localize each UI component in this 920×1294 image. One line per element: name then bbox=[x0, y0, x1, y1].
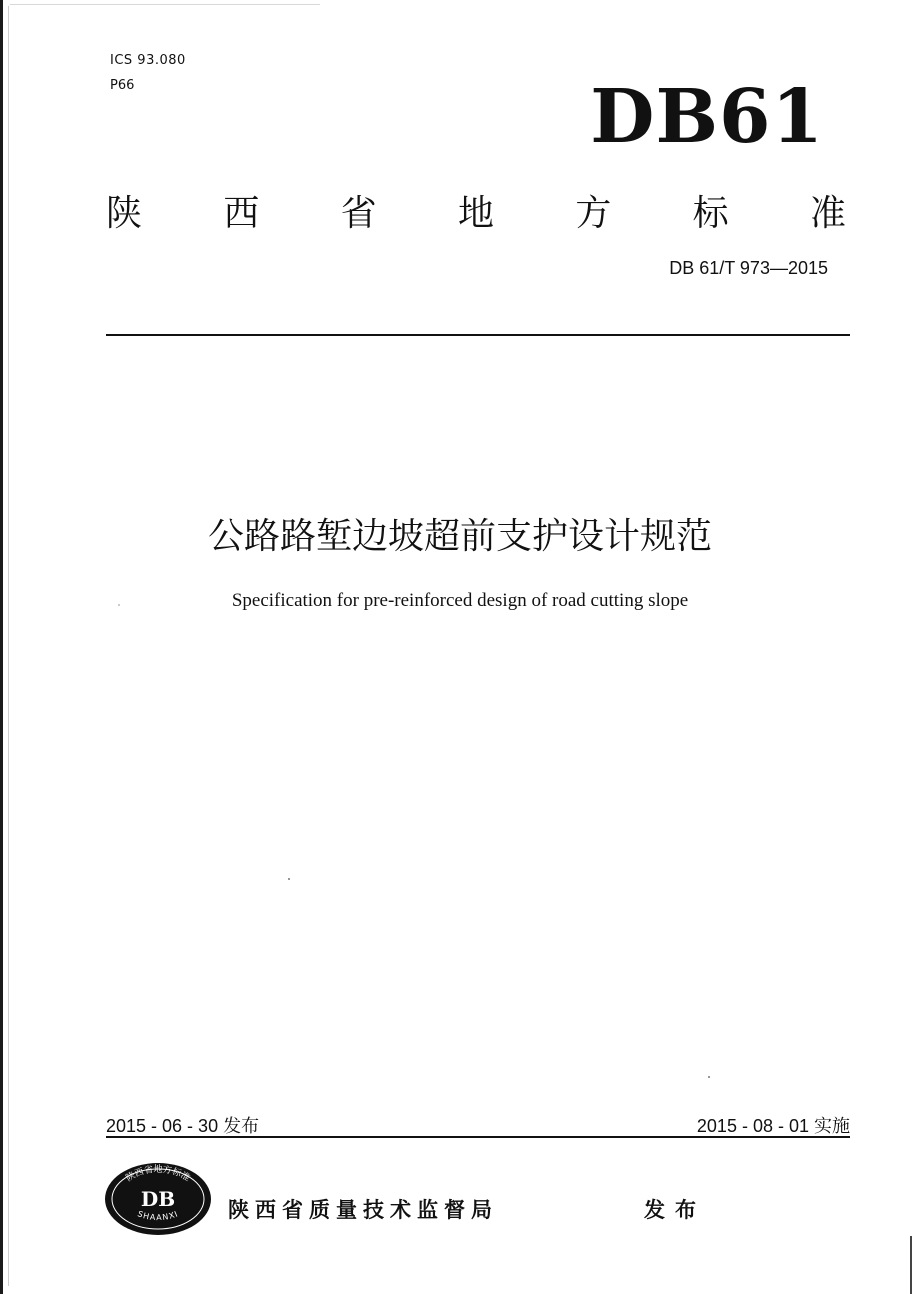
standard-type-char: 标 bbox=[692, 193, 729, 234]
scan-border-left bbox=[0, 0, 3, 1294]
seal-center-text: DB bbox=[140, 1187, 176, 1211]
issuing-authority: 陕西省质量技术监督局 bbox=[228, 1198, 498, 1222]
publish-label: 发布 bbox=[644, 1198, 706, 1222]
seal-bottom-text: SHAANXI bbox=[136, 1209, 180, 1223]
scan-speck bbox=[118, 604, 120, 606]
seal-emblem bbox=[104, 1162, 212, 1236]
standard-code: DB 61/T 973—2015 bbox=[669, 258, 828, 278]
standard-type-char: 方 bbox=[575, 193, 612, 234]
title-chinese: 公路路堑边坡超前支护设计规范 bbox=[207, 516, 712, 557]
standard-type-char: 准 bbox=[809, 193, 846, 234]
ccs-code: P66 bbox=[110, 78, 135, 93]
title-english: Specification for pre-reinforced design of road cutting slope bbox=[231, 590, 689, 611]
standard-type-char: 西 bbox=[223, 193, 260, 234]
standard-type-char: 陕 bbox=[106, 193, 143, 234]
db-logo: DB61 bbox=[590, 74, 824, 160]
divider-top bbox=[106, 334, 850, 336]
divider-bottom bbox=[106, 1136, 850, 1138]
standard-type-char: 省 bbox=[340, 193, 377, 234]
scan-border-top bbox=[10, 4, 320, 5]
seal-top-text: 陕西省地方标准 bbox=[124, 1165, 192, 1184]
issue-date: 2015 - 06 - 30 发布 bbox=[106, 1116, 260, 1136]
scan-speck bbox=[708, 1076, 710, 1078]
ics-code: ICS 93.080 bbox=[110, 53, 186, 68]
implementation-date: 2015 - 08 - 01 实施 bbox=[696, 1116, 850, 1136]
scan-border-right bbox=[910, 1236, 912, 1294]
standard-type-char: 地 bbox=[457, 193, 494, 234]
scan-speck bbox=[288, 878, 290, 880]
scan-border-left-inner bbox=[8, 6, 9, 1286]
standard-type bbox=[106, 185, 846, 236]
